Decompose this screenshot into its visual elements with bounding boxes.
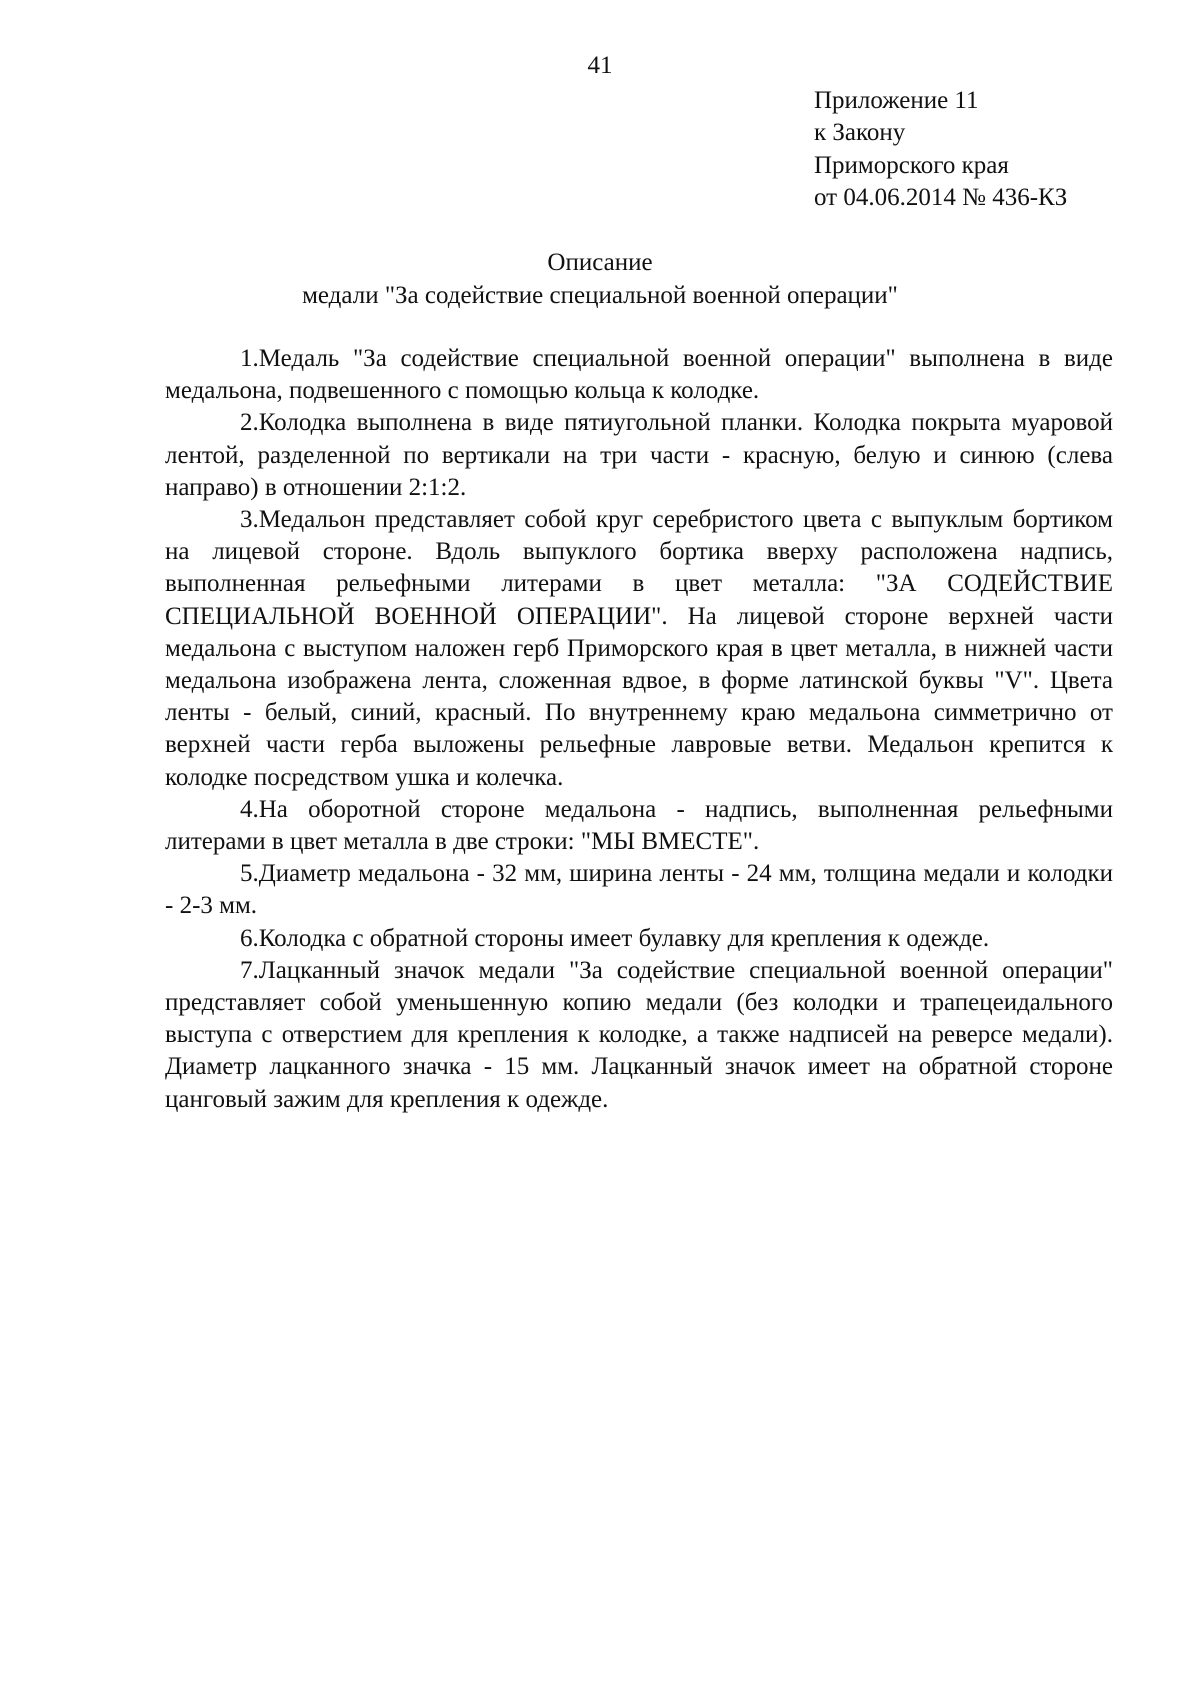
attachment-line-1: Приложение 11 [814, 87, 979, 114]
paragraph-5: 5.Диаметр медальона - 32 мм, ширина ленты - 24 мм, толщина медали и колодки - 2-3 мм. [165, 860, 1113, 920]
paragraph-3: 3.Медальон представляет собой круг серебристого цвета с выпуклым бортиком на лицевой стороне. Вдоль выпуклого бортика вверху расположена надпись, выполненная рельефными литерами в цвет металла: "ЗА СОДЕЙСТВИЕ СПЕЦИАЛЬНОЙ ВОЕННОЙ ОПЕРАЦИИ". На лицевой стороне верхней части медальона с выступом наложен герб Приморского края в цвет металла, в нижней части медальона изображена лента, сложенная вдвое, в форме латинской буквы "V". Цвета ленты - белый, синий, красный. По внутреннему краю медальона симметрично от верхней части герба выложены рельефные лавровые ветви. Медальон крепится к колодке посредством ушка и колечка. [165, 506, 1113, 791]
paragraph-4: 4.На оборотной стороне медальона - надпись, выполненная рельефными литерами в цвет металла в две строки: "МЫ ВМЕСТЕ". [165, 795, 1113, 856]
attachment-header [814, 85, 1154, 214]
document-title [0, 247, 1200, 312]
attachment-line-2: к Закону [814, 119, 906, 147]
paragraph-6: 6.Колодка с обратной стороны имеет булавку для крепления к одежде. [240, 924, 990, 952]
paragraph-2: 2.Колодка выполнена в виде пятиугольной планки. Колодка покрыта муаровой лентой, разделенной по вертикали на три части - красную, белую и синюю (слева направо) в отношении 2:1:2. [165, 409, 1113, 501]
title-line-1: Описание [547, 249, 653, 276]
page-number: 41 [587, 52, 613, 79]
attachment-line-3: Приморского края [814, 151, 1009, 179]
document-body [165, 343, 1113, 1116]
paragraph-7: 7.Лацканный значок медали "За содействие специальной военной операции" представляет собой уменьшенную копию медали (без колодки и трапецеидального выступа с отверстием для крепления к колодке, а также надписей на реверсе медали). Диаметр лацканного значка - 15 мм. Лацканный значок имеет на обратной стороне цанговый зажим для крепления к одежде. [165, 956, 1113, 1113]
paragraph-1: 1.Медаль "За содействие специальной военной операции" выполнена в виде медальона, подвешенного с помощью кольца к колодке. [165, 345, 1113, 405]
attachment-line-4: от 04.06.2014 № 436-КЗ [814, 183, 1068, 211]
title-line-2: медали "За содействие специальной военной операции" [302, 281, 898, 309]
